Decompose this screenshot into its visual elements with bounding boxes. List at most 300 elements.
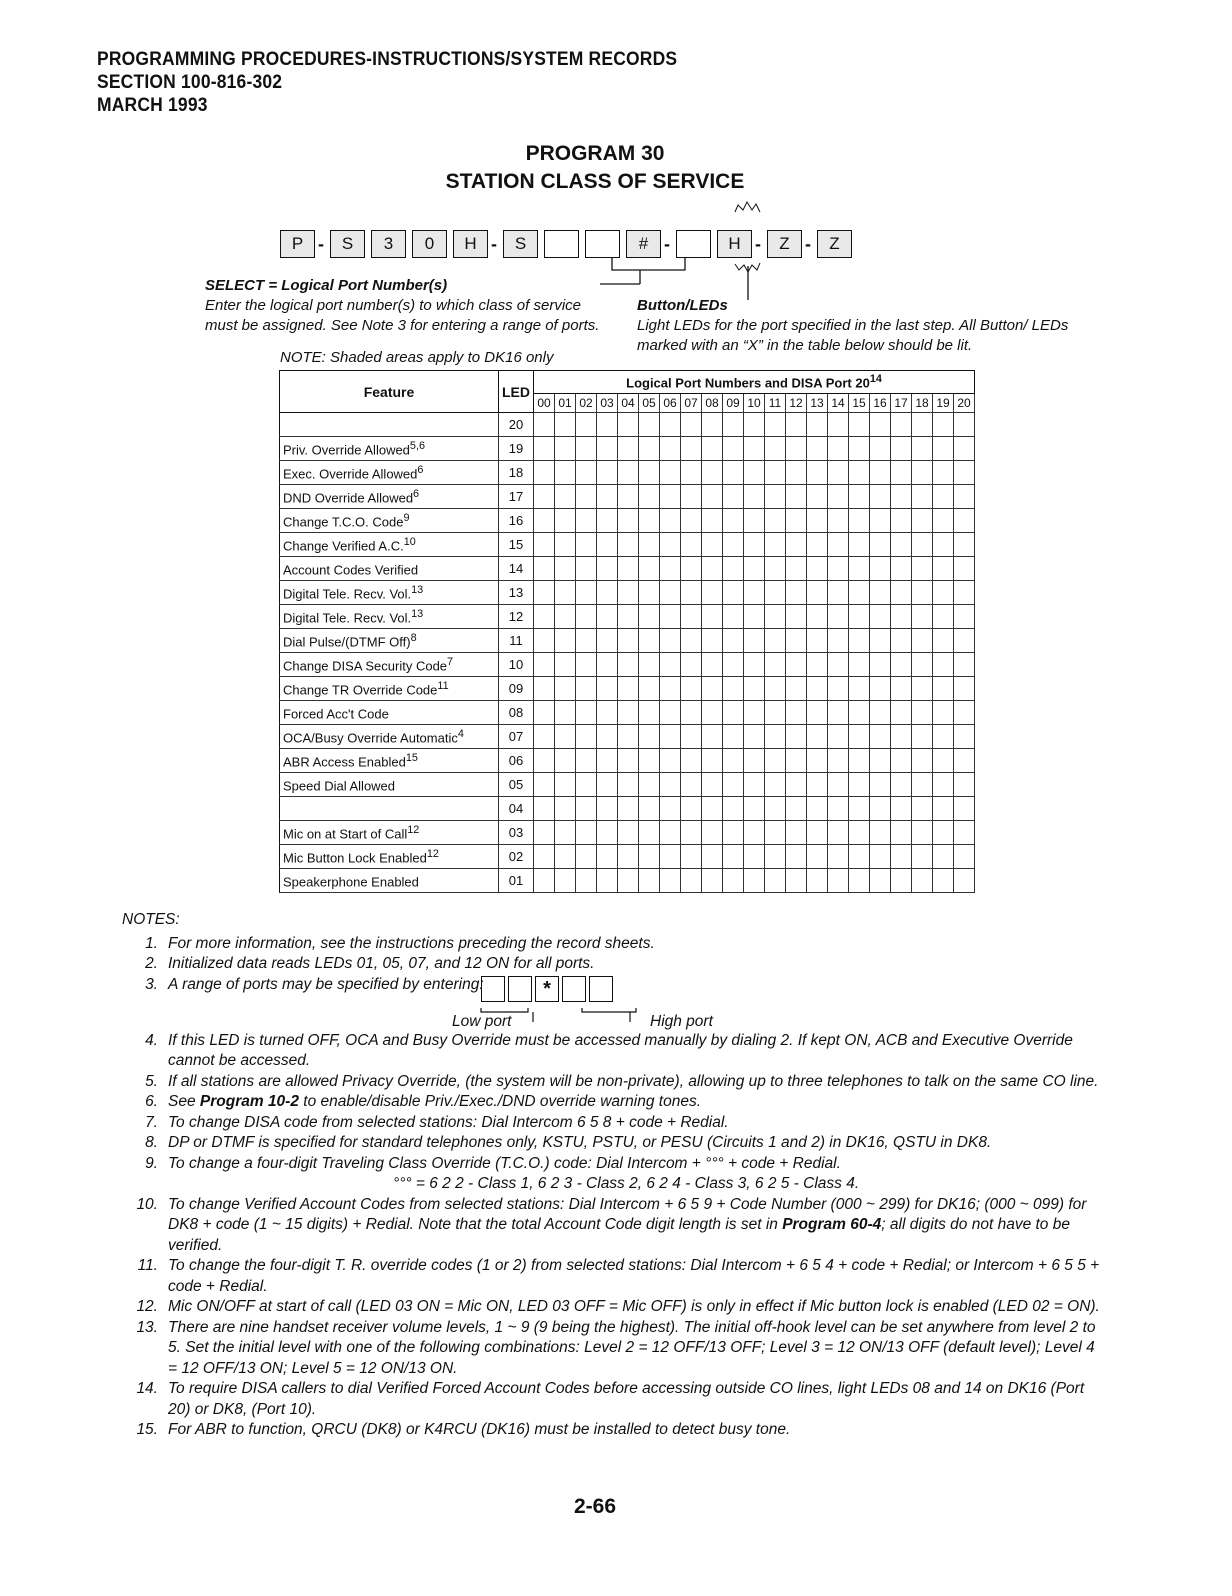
port-cell[interactable] [555, 773, 576, 797]
port-cell[interactable] [870, 653, 891, 677]
port-cell[interactable] [765, 509, 786, 533]
port-cell[interactable] [702, 533, 723, 557]
port-cell[interactable] [933, 581, 954, 605]
port-cell[interactable] [954, 557, 975, 581]
port-cell[interactable] [891, 485, 912, 509]
port-cell[interactable] [555, 701, 576, 725]
port-cell[interactable] [660, 653, 681, 677]
port-cell[interactable] [681, 749, 702, 773]
port-cell[interactable] [765, 437, 786, 461]
port-cell[interactable] [807, 485, 828, 509]
port-cell[interactable] [744, 413, 765, 437]
port-cell[interactable] [849, 845, 870, 869]
port-cell[interactable] [807, 629, 828, 653]
port-cell[interactable] [912, 773, 933, 797]
port-cell[interactable] [702, 413, 723, 437]
port-cell[interactable] [912, 677, 933, 701]
port-cell[interactable] [849, 653, 870, 677]
port-cell[interactable] [723, 629, 744, 653]
port-cell[interactable] [849, 797, 870, 821]
port-cell[interactable] [954, 677, 975, 701]
port-cell[interactable] [765, 869, 786, 893]
port-cell[interactable] [912, 725, 933, 749]
port-cell[interactable] [555, 869, 576, 893]
port-cell[interactable] [681, 581, 702, 605]
port-cell[interactable] [828, 629, 849, 653]
port-cell[interactable] [954, 629, 975, 653]
port-cell[interactable] [576, 749, 597, 773]
port-cell[interactable] [660, 485, 681, 509]
port-cell[interactable] [576, 725, 597, 749]
port-cell[interactable] [576, 461, 597, 485]
port-cell[interactable] [723, 821, 744, 845]
port-cell[interactable] [576, 485, 597, 509]
port-cell[interactable] [744, 845, 765, 869]
port-cell[interactable] [765, 581, 786, 605]
port-cell[interactable] [828, 461, 849, 485]
port-cell[interactable] [534, 677, 555, 701]
port-cell[interactable] [639, 605, 660, 629]
port-cell[interactable] [891, 845, 912, 869]
port-cell[interactable] [534, 845, 555, 869]
port-cell[interactable] [723, 437, 744, 461]
port-cell[interactable] [891, 653, 912, 677]
port-cell[interactable] [786, 845, 807, 869]
port-cell[interactable] [660, 461, 681, 485]
port-cell[interactable] [723, 869, 744, 893]
port-cell[interactable] [681, 437, 702, 461]
port-cell[interactable] [576, 629, 597, 653]
port-cell[interactable] [786, 485, 807, 509]
port-cell[interactable] [765, 605, 786, 629]
port-cell[interactable] [744, 533, 765, 557]
port-cell[interactable] [807, 869, 828, 893]
port-cell[interactable] [723, 653, 744, 677]
port-cell[interactable] [744, 509, 765, 533]
port-cell[interactable] [933, 653, 954, 677]
port-cell[interactable] [891, 869, 912, 893]
port-cell[interactable] [534, 533, 555, 557]
port-cell[interactable] [639, 461, 660, 485]
port-cell[interactable] [786, 557, 807, 581]
port-cell[interactable] [765, 413, 786, 437]
port-cell[interactable] [660, 797, 681, 821]
port-cell[interactable] [555, 605, 576, 629]
port-cell[interactable] [849, 509, 870, 533]
port-cell[interactable] [954, 725, 975, 749]
port-cell[interactable] [807, 701, 828, 725]
port-cell[interactable] [639, 869, 660, 893]
port-cell[interactable] [891, 701, 912, 725]
port-cell[interactable] [807, 725, 828, 749]
port-cell[interactable] [891, 437, 912, 461]
port-cell[interactable] [828, 437, 849, 461]
port-cell[interactable] [576, 557, 597, 581]
port-cell[interactable] [912, 509, 933, 533]
port-cell[interactable] [912, 629, 933, 653]
port-cell[interactable] [870, 581, 891, 605]
port-cell[interactable] [870, 629, 891, 653]
port-cell[interactable] [765, 677, 786, 701]
port-cell[interactable] [723, 845, 744, 869]
port-cell[interactable] [765, 485, 786, 509]
port-cell[interactable] [723, 581, 744, 605]
port-cell[interactable] [576, 533, 597, 557]
port-cell[interactable] [849, 725, 870, 749]
port-cell[interactable] [618, 821, 639, 845]
port-cell[interactable] [912, 821, 933, 845]
port-cell[interactable] [954, 605, 975, 629]
port-cell[interactable] [954, 461, 975, 485]
port-cell[interactable] [576, 701, 597, 725]
port-cell[interactable] [639, 821, 660, 845]
port-cell[interactable] [765, 653, 786, 677]
port-cell[interactable] [723, 749, 744, 773]
port-cell[interactable] [765, 533, 786, 557]
port-cell[interactable] [702, 629, 723, 653]
port-cell[interactable] [912, 557, 933, 581]
port-cell[interactable] [597, 629, 618, 653]
port-cell[interactable] [702, 437, 723, 461]
port-cell[interactable] [576, 677, 597, 701]
port-cell[interactable] [828, 677, 849, 701]
port-cell[interactable] [534, 821, 555, 845]
port-cell[interactable] [702, 605, 723, 629]
port-cell[interactable] [618, 437, 639, 461]
port-cell[interactable] [576, 821, 597, 845]
port-cell[interactable] [597, 413, 618, 437]
port-cell[interactable] [555, 821, 576, 845]
port-cell[interactable] [618, 797, 639, 821]
port-cell[interactable] [765, 845, 786, 869]
port-cell[interactable] [534, 413, 555, 437]
port-cell[interactable] [723, 701, 744, 725]
port-cell[interactable] [828, 581, 849, 605]
port-cell[interactable] [723, 725, 744, 749]
port-cell[interactable] [912, 461, 933, 485]
port-cell[interactable] [933, 413, 954, 437]
port-cell[interactable] [828, 533, 849, 557]
port-cell[interactable] [618, 653, 639, 677]
port-cell[interactable] [933, 509, 954, 533]
port-cell[interactable] [597, 437, 618, 461]
port-cell[interactable] [618, 413, 639, 437]
port-cell[interactable] [933, 533, 954, 557]
port-cell[interactable] [870, 749, 891, 773]
port-cell[interactable] [618, 557, 639, 581]
port-cell[interactable] [597, 485, 618, 509]
port-cell[interactable] [597, 869, 618, 893]
port-cell[interactable] [681, 821, 702, 845]
port-cell[interactable] [618, 677, 639, 701]
port-cell[interactable] [786, 605, 807, 629]
port-cell[interactable] [786, 749, 807, 773]
port-cell[interactable] [723, 413, 744, 437]
port-cell[interactable] [681, 677, 702, 701]
port-cell[interactable] [891, 773, 912, 797]
port-cell[interactable] [849, 437, 870, 461]
port-cell[interactable] [555, 509, 576, 533]
port-cell[interactable] [639, 725, 660, 749]
port-cell[interactable] [639, 509, 660, 533]
port-cell[interactable] [660, 773, 681, 797]
port-cell[interactable] [576, 581, 597, 605]
port-cell[interactable] [618, 629, 639, 653]
port-cell[interactable] [618, 461, 639, 485]
port-cell[interactable] [681, 509, 702, 533]
port-cell[interactable] [744, 797, 765, 821]
port-cell[interactable] [534, 605, 555, 629]
port-cell[interactable] [849, 821, 870, 845]
port-cell[interactable] [618, 485, 639, 509]
port-cell[interactable] [954, 581, 975, 605]
port-cell[interactable] [555, 653, 576, 677]
port-cell[interactable] [870, 557, 891, 581]
port-cell[interactable] [828, 869, 849, 893]
port-cell[interactable] [807, 749, 828, 773]
port-cell[interactable] [870, 773, 891, 797]
port-cell[interactable] [891, 533, 912, 557]
port-cell[interactable] [681, 413, 702, 437]
port-cell[interactable] [555, 749, 576, 773]
port-cell[interactable] [576, 605, 597, 629]
port-cell[interactable] [618, 581, 639, 605]
port-cell[interactable] [807, 509, 828, 533]
port-cell[interactable] [555, 413, 576, 437]
port-cell[interactable] [954, 701, 975, 725]
port-cell[interactable] [807, 557, 828, 581]
port-cell[interactable] [681, 725, 702, 749]
port-cell[interactable] [555, 845, 576, 869]
port-cell[interactable] [786, 533, 807, 557]
port-cell[interactable] [807, 653, 828, 677]
port-cell[interactable] [660, 821, 681, 845]
port-cell[interactable] [681, 845, 702, 869]
port-cell[interactable] [933, 605, 954, 629]
port-cell[interactable] [891, 797, 912, 821]
port-cell[interactable] [912, 581, 933, 605]
port-cell[interactable] [702, 557, 723, 581]
port-cell[interactable] [660, 749, 681, 773]
port-cell[interactable] [870, 845, 891, 869]
port-cell[interactable] [912, 845, 933, 869]
port-cell[interactable] [660, 629, 681, 653]
port-cell[interactable] [702, 821, 723, 845]
port-cell[interactable] [618, 845, 639, 869]
port-cell[interactable] [702, 485, 723, 509]
port-cell[interactable] [597, 845, 618, 869]
port-cell[interactable] [660, 869, 681, 893]
port-cell[interactable] [849, 557, 870, 581]
port-cell[interactable] [534, 509, 555, 533]
port-cell[interactable] [744, 581, 765, 605]
port-cell[interactable] [597, 653, 618, 677]
port-cell[interactable] [870, 509, 891, 533]
port-cell[interactable] [807, 821, 828, 845]
port-cell[interactable] [954, 845, 975, 869]
port-cell[interactable] [807, 845, 828, 869]
port-cell[interactable] [786, 773, 807, 797]
port-cell[interactable] [555, 725, 576, 749]
port-cell[interactable] [849, 413, 870, 437]
port-cell[interactable] [681, 461, 702, 485]
port-cell[interactable] [660, 533, 681, 557]
port-cell[interactable] [681, 557, 702, 581]
port-cell[interactable] [912, 413, 933, 437]
port-cell[interactable] [723, 509, 744, 533]
port-cell[interactable] [828, 701, 849, 725]
port-cell[interactable] [702, 677, 723, 701]
port-cell[interactable] [681, 533, 702, 557]
port-cell[interactable] [660, 725, 681, 749]
port-cell[interactable] [681, 653, 702, 677]
port-cell[interactable] [828, 821, 849, 845]
port-cell[interactable] [912, 533, 933, 557]
port-cell[interactable] [933, 677, 954, 701]
port-cell[interactable] [639, 485, 660, 509]
port-cell[interactable] [597, 581, 618, 605]
port-cell[interactable] [597, 797, 618, 821]
port-cell[interactable] [681, 869, 702, 893]
port-cell[interactable] [744, 869, 765, 893]
port-cell[interactable] [807, 533, 828, 557]
port-cell[interactable] [702, 509, 723, 533]
port-cell[interactable] [702, 581, 723, 605]
port-cell[interactable] [828, 773, 849, 797]
port-cell[interactable] [618, 725, 639, 749]
port-cell[interactable] [786, 413, 807, 437]
port-cell[interactable] [786, 629, 807, 653]
port-cell[interactable] [786, 653, 807, 677]
port-cell[interactable] [828, 749, 849, 773]
port-cell[interactable] [576, 797, 597, 821]
port-cell[interactable] [723, 461, 744, 485]
port-cell[interactable] [534, 653, 555, 677]
port-cell[interactable] [555, 797, 576, 821]
port-cell[interactable] [702, 749, 723, 773]
port-cell[interactable] [639, 845, 660, 869]
port-cell[interactable] [597, 605, 618, 629]
port-cell[interactable] [933, 845, 954, 869]
port-cell[interactable] [954, 509, 975, 533]
port-cell[interactable] [786, 581, 807, 605]
port-cell[interactable] [723, 677, 744, 701]
port-cell[interactable] [933, 629, 954, 653]
port-cell[interactable] [681, 605, 702, 629]
port-cell[interactable] [576, 653, 597, 677]
port-cell[interactable] [555, 677, 576, 701]
port-cell[interactable] [639, 413, 660, 437]
port-cell[interactable] [576, 845, 597, 869]
port-cell[interactable] [702, 869, 723, 893]
port-cell[interactable] [933, 461, 954, 485]
port-cell[interactable] [807, 677, 828, 701]
port-cell[interactable] [933, 485, 954, 509]
port-cell[interactable] [828, 605, 849, 629]
port-cell[interactable] [618, 773, 639, 797]
port-cell[interactable] [828, 413, 849, 437]
port-cell[interactable] [576, 509, 597, 533]
port-cell[interactable] [807, 437, 828, 461]
port-cell[interactable] [597, 533, 618, 557]
port-cell[interactable] [639, 629, 660, 653]
port-cell[interactable] [807, 773, 828, 797]
port-cell[interactable] [849, 581, 870, 605]
port-cell[interactable] [639, 749, 660, 773]
port-cell[interactable] [891, 413, 912, 437]
port-cell[interactable] [702, 797, 723, 821]
port-cell[interactable] [849, 629, 870, 653]
port-cell[interactable] [681, 773, 702, 797]
port-cell[interactable] [891, 677, 912, 701]
port-cell[interactable] [954, 773, 975, 797]
port-cell[interactable] [786, 509, 807, 533]
port-cell[interactable] [618, 509, 639, 533]
port-cell[interactable] [849, 701, 870, 725]
port-cell[interactable] [618, 869, 639, 893]
port-cell[interactable] [555, 437, 576, 461]
port-cell[interactable] [870, 605, 891, 629]
port-cell[interactable] [660, 677, 681, 701]
port-cell[interactable] [912, 437, 933, 461]
port-cell[interactable] [744, 821, 765, 845]
port-cell[interactable] [534, 797, 555, 821]
port-cell[interactable] [870, 725, 891, 749]
port-cell[interactable] [660, 581, 681, 605]
port-cell[interactable] [933, 797, 954, 821]
port-cell[interactable] [891, 749, 912, 773]
port-cell[interactable] [954, 533, 975, 557]
port-cell[interactable] [597, 749, 618, 773]
port-cell[interactable] [912, 701, 933, 725]
port-cell[interactable] [597, 677, 618, 701]
port-cell[interactable] [870, 821, 891, 845]
port-cell[interactable] [534, 581, 555, 605]
port-cell[interactable] [639, 773, 660, 797]
port-cell[interactable] [954, 413, 975, 437]
port-cell[interactable] [534, 437, 555, 461]
port-cell[interactable] [933, 701, 954, 725]
port-cell[interactable] [660, 509, 681, 533]
port-cell[interactable] [639, 533, 660, 557]
port-cell[interactable] [765, 701, 786, 725]
port-cell[interactable] [723, 485, 744, 509]
port-cell[interactable] [744, 461, 765, 485]
port-cell[interactable] [891, 605, 912, 629]
port-cell[interactable] [639, 653, 660, 677]
port-cell[interactable] [849, 677, 870, 701]
port-cell[interactable] [786, 677, 807, 701]
port-cell[interactable] [954, 869, 975, 893]
port-cell[interactable] [639, 437, 660, 461]
port-cell[interactable] [744, 725, 765, 749]
port-cell[interactable] [870, 677, 891, 701]
port-cell[interactable] [639, 557, 660, 581]
port-cell[interactable] [618, 749, 639, 773]
port-cell[interactable] [828, 797, 849, 821]
port-cell[interactable] [597, 557, 618, 581]
port-cell[interactable] [723, 797, 744, 821]
port-cell[interactable] [870, 701, 891, 725]
port-cell[interactable] [912, 653, 933, 677]
port-cell[interactable] [807, 461, 828, 485]
port-cell[interactable] [765, 797, 786, 821]
port-cell[interactable] [870, 461, 891, 485]
port-cell[interactable] [744, 653, 765, 677]
port-cell[interactable] [618, 605, 639, 629]
port-cell[interactable] [786, 437, 807, 461]
port-cell[interactable] [744, 749, 765, 773]
